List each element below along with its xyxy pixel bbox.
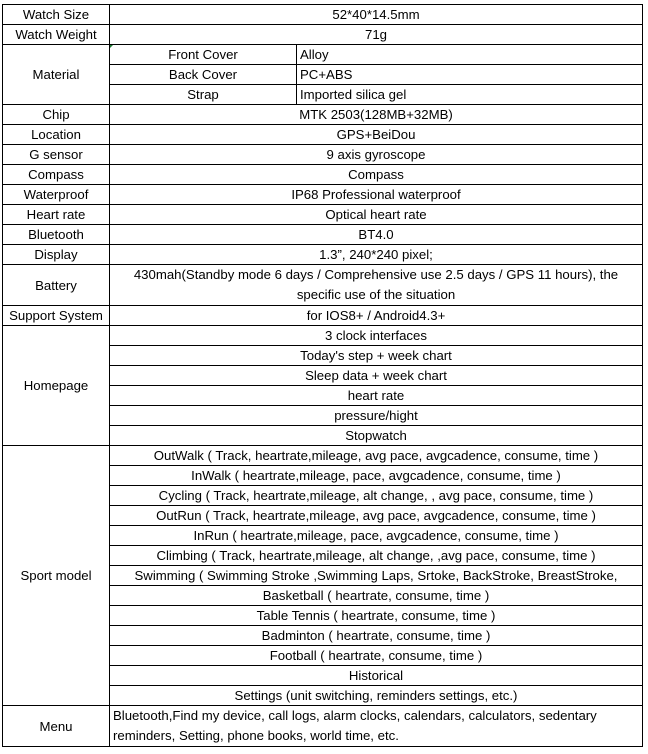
row-label: Menu [3, 706, 110, 747]
row-value: Compass [110, 165, 643, 185]
material-part: Front Cover [110, 45, 297, 65]
sport-item: Settings (unit switching, reminders settings, etc.) [110, 686, 643, 706]
row-value: for IOS8+ / Android4.3+ [110, 306, 643, 326]
material-value: Imported silica gel [297, 85, 643, 105]
row-label: Watch Weight [3, 25, 110, 45]
row-value: GPS+BeiDou [110, 125, 643, 145]
sport-item: Table Tennis ( heartrate, consume, time ) [110, 606, 643, 626]
sport-item: Historical [110, 666, 643, 686]
row-label: Battery [3, 265, 110, 306]
row-label: Sport model [3, 446, 110, 706]
row-value: IP68 Professional waterproof [110, 185, 643, 205]
table-row [3, 25, 643, 45]
sport-item: Climbing ( Track, heartrate,mileage, alt change, ,avg pace, consume, time ) [110, 546, 643, 566]
table-row [3, 165, 643, 185]
sport-item: InRun ( heartrate,mileage, pace, avgcadence, consume, time ) [110, 526, 643, 546]
row-label: Waterproof [3, 185, 110, 205]
sport-item: OutWalk ( Track, heartrate,mileage, avg pace, avgcadence, consume, time ) [110, 446, 643, 466]
table-row [3, 265, 643, 306]
table-row [3, 446, 643, 466]
material-value: PC+ABS [297, 65, 643, 85]
row-label: Homepage [3, 326, 110, 446]
row-value: 430mah(Standby mode 6 days / Comprehensive use 2.5 days / GPS 11 hours), the specific use of the situation [110, 265, 643, 306]
table-row [3, 145, 643, 165]
row-label: Material [3, 45, 110, 105]
homepage-item: Sleep data + week chart [110, 366, 643, 386]
sport-item: InWalk ( heartrate,mileage, pace, avgcadence, consume, time ) [110, 466, 643, 486]
row-value: MTK 2503(128MB+32MB) [110, 105, 643, 125]
row-label: Display [3, 245, 110, 265]
material-part: Back Cover [110, 65, 297, 85]
table-row [3, 326, 643, 346]
row-value: 1.3”, 240*240 pixel; [110, 245, 643, 265]
table-row [3, 306, 643, 326]
row-label: Compass [3, 165, 110, 185]
table-row [3, 245, 643, 265]
row-label: G sensor [3, 145, 110, 165]
table-row [3, 706, 643, 747]
homepage-item: Stopwatch [110, 426, 643, 446]
row-label: Bluetooth [3, 225, 110, 245]
row-value: Optical heart rate [110, 205, 643, 225]
sport-item: Cycling ( Track, heartrate,mileage, alt change, , avg pace, consume, time ) [110, 486, 643, 506]
table-row [3, 5, 643, 25]
table-row [3, 225, 643, 245]
material-part: Strap [110, 85, 297, 105]
row-value: BT4.0 [110, 225, 643, 245]
spec-table [2, 4, 643, 747]
row-value: 9 axis gyroscope [110, 145, 643, 165]
row-label: Support System [3, 306, 110, 326]
homepage-item: 3 clock interfaces [110, 326, 643, 346]
sport-item: Basketball ( heartrate, consume, time ) [110, 586, 643, 606]
sport-item: OutRun ( Track, heartrate,mileage, avg pace, avgcadence, consume, time ) [110, 506, 643, 526]
row-value: 52*40*14.5mm [110, 5, 643, 25]
table-row [3, 45, 643, 65]
homepage-item: pressure/hight [110, 406, 643, 426]
homepage-item: heart rate [110, 386, 643, 406]
sport-item: Football ( heartrate, consume, time ) [110, 646, 643, 666]
row-label: Location [3, 125, 110, 145]
table-row [3, 105, 643, 125]
material-value: Alloy [297, 45, 643, 65]
row-value: 71g [110, 25, 643, 45]
homepage-item: Today's step + week chart [110, 346, 643, 366]
table-row [3, 125, 643, 145]
row-value: Bluetooth,Find my device, call logs, alarm clocks, calendars, calculators, sedentary reminders, Setting, phone books, world time, etc. [110, 706, 643, 747]
sport-item: Swimming ( Swimming Stroke ,Swimming Laps, Srtoke, BackStroke, BreastStroke, [110, 566, 643, 586]
table-row [3, 185, 643, 205]
table-row [3, 205, 643, 225]
sport-item: Badminton ( heartrate, consume, time ) [110, 626, 643, 646]
row-label: Watch Size [3, 5, 110, 25]
row-label: Heart rate [3, 205, 110, 225]
row-label: Chip [3, 105, 110, 125]
